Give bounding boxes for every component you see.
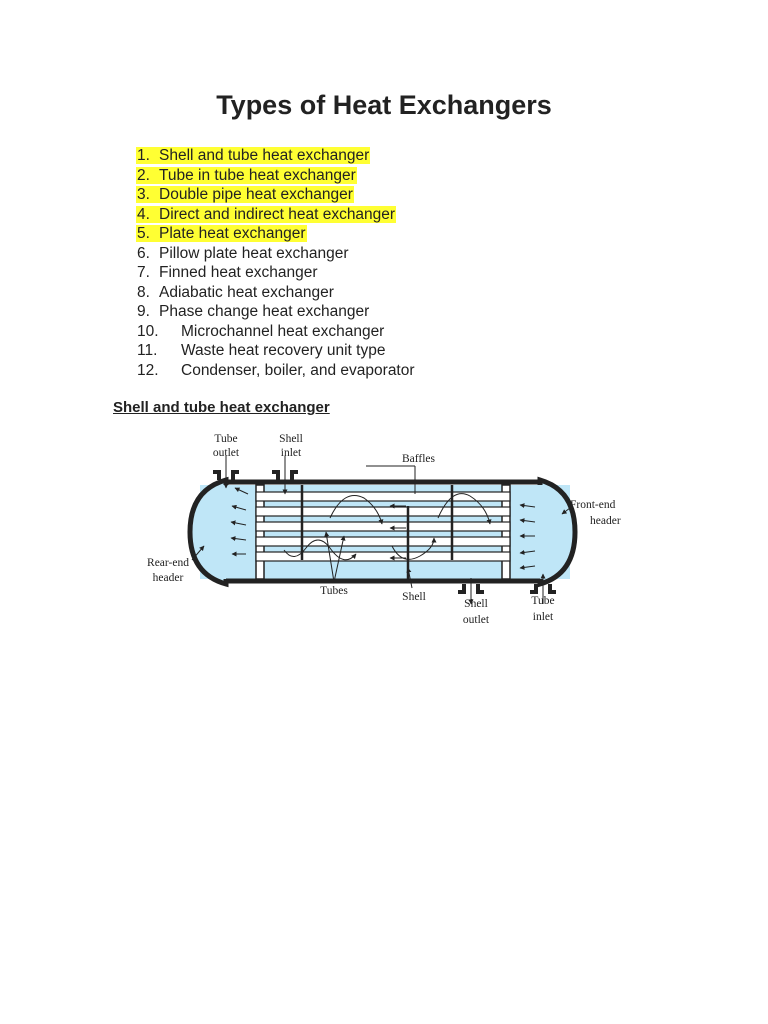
list-item-number: 7. — [137, 264, 150, 281]
tube-inlet-label: Tube — [531, 595, 555, 607]
tube — [256, 507, 510, 516]
list-item-number: 8. — [137, 283, 150, 301]
list-item-number: 1. — [137, 147, 150, 164]
list-item-number: 11. — [137, 342, 158, 359]
list-item — [136, 185, 416, 205]
list-item-label: Finned heat exchanger — [159, 264, 318, 281]
tube-inlet-label: inlet — [532, 611, 554, 623]
rear-end-header-label: Rear-end — [147, 557, 189, 569]
list-item — [136, 166, 416, 186]
list-item-label: Double pipe heat exchanger — [159, 186, 353, 203]
baffles-label: Baffles — [402, 453, 436, 465]
shell-outlet-label: outlet — [462, 614, 490, 626]
list-item-label: Microchannel heat exchanger — [181, 322, 385, 340]
list-item — [136, 263, 416, 283]
list-item-label: Direct and indirect heat exchanger — [159, 205, 396, 223]
shell-outlet-label: Shell — [464, 598, 488, 610]
list-item-number: 3. — [137, 186, 150, 203]
list-item-label: Tube in tube heat exchanger — [159, 166, 356, 184]
tube-outlet-label: outlet — [212, 447, 240, 459]
list-item — [136, 146, 416, 166]
list-item — [136, 302, 416, 322]
tubes-label: Tubes — [320, 585, 348, 597]
rear-end-header-shape — [190, 480, 226, 584]
list-item-label: Condenser, boiler, and evaporator — [181, 361, 415, 379]
tube — [256, 492, 510, 501]
tube — [256, 522, 510, 531]
list-item-number: 5. — [137, 225, 150, 242]
shell-and-tube-diagram — [134, 428, 654, 628]
list-item-label: Plate heat exchanger — [159, 225, 306, 242]
list-item-number: 9. — [137, 303, 150, 320]
list-item-label: Waste heat recovery unit type — [181, 342, 386, 359]
list-item-label: Shell and tube heat exchanger — [159, 147, 370, 164]
list-item — [136, 283, 416, 303]
list-item — [136, 322, 416, 342]
rear-end-header-label: header — [152, 572, 184, 584]
section-heading: Shell and tube heat exchanger — [113, 399, 330, 416]
shell-inlet-label: Shell — [279, 433, 303, 445]
tube — [256, 537, 510, 546]
list-item-number: 6. — [137, 244, 150, 262]
list-item-number: 2. — [137, 166, 150, 184]
shell-label: Shell — [402, 591, 426, 603]
front-end-header-label: header — [590, 515, 621, 527]
list-item-number: 4. — [137, 205, 150, 223]
list-item-number: 10. — [137, 322, 159, 340]
tube-outlet-label: Tube — [214, 433, 238, 445]
list-item-label: Pillow plate heat exchanger — [159, 244, 349, 262]
exchanger-types-list — [136, 146, 416, 380]
list-item-label: Adiabatic heat exchanger — [159, 283, 334, 301]
page-title: Types of Heat Exchangers — [216, 90, 552, 120]
list-item — [136, 224, 416, 244]
list-item-label: Phase change heat exchanger — [159, 303, 370, 320]
list-item — [136, 361, 416, 381]
list-item — [136, 244, 416, 264]
list-item-number: 12. — [137, 361, 159, 379]
list-item — [136, 341, 416, 361]
shell-inlet-label: inlet — [280, 447, 302, 459]
list-item — [136, 205, 416, 225]
front-end-header-label: Front-end — [570, 499, 616, 511]
